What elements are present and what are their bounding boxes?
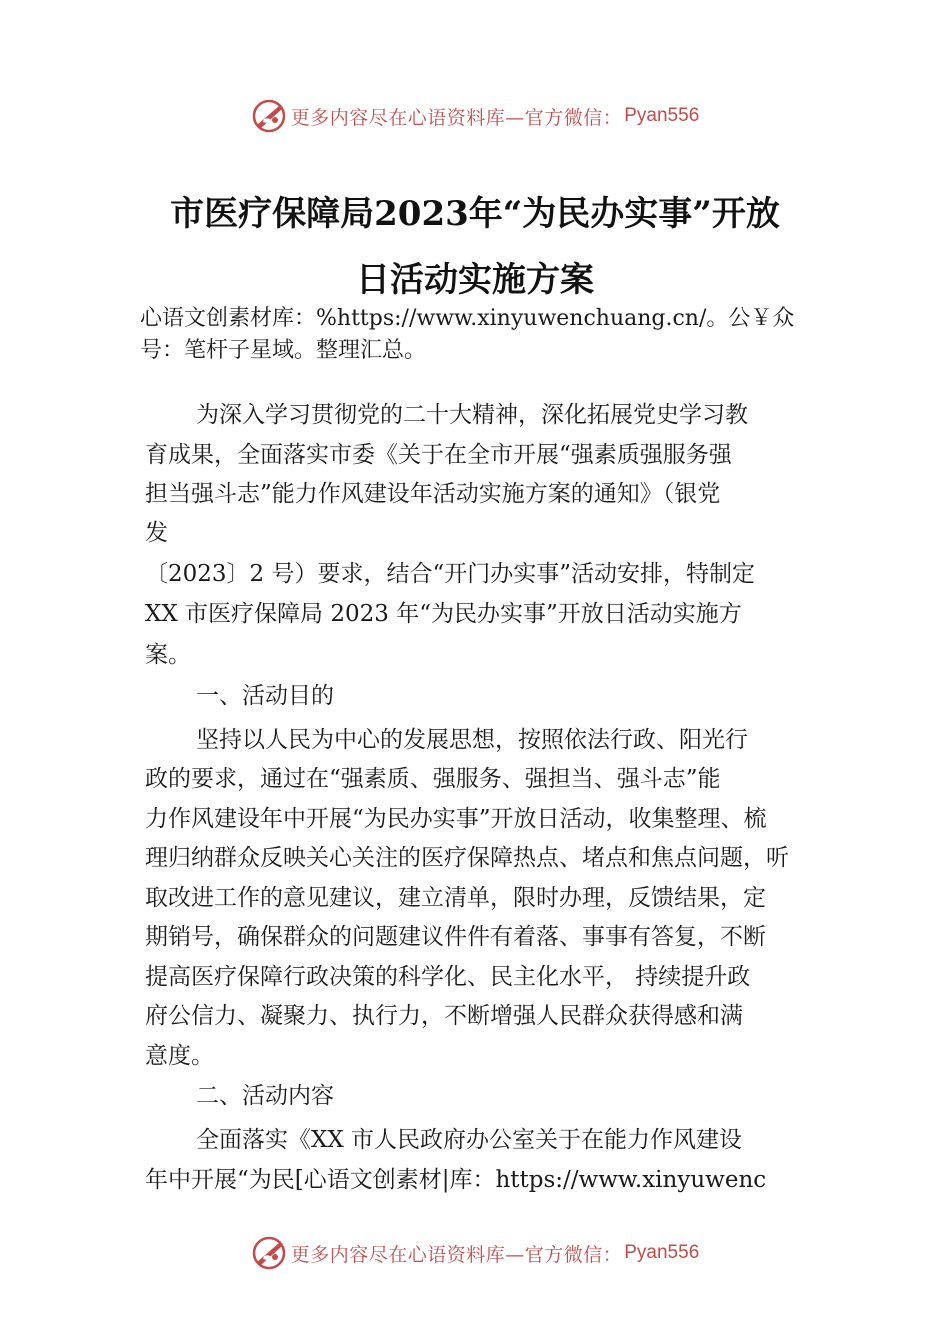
- body-line: 政的要求，通过在“强素质、强服务、强担当、强斗志”能: [145, 766, 721, 792]
- body-line: 案。: [145, 642, 191, 668]
- footer-banner: [0, 1233, 950, 1273]
- banner-text: 更多内容尽在心语资料库—官方微信：: [290, 106, 623, 129]
- body-line: 担当强斗志”能力作风建设年活动实施方案的通知》（银党: [145, 481, 721, 507]
- body-line: 年中开展“为民[心语文创素材|库：https://www.xinyuwenc: [145, 1167, 767, 1193]
- document-title-line-2: 日活动实施方案: [356, 260, 594, 300]
- body-line: 为深入学习贯彻党的二十大精神，深化拓展党史学习教: [196, 402, 748, 428]
- body-line: XX 市医疗保障局 2023 年“为民办实事”开放日活动实施方: [145, 601, 742, 627]
- section-heading: 一、活动目的: [196, 683, 334, 709]
- body-line: 发: [145, 520, 168, 546]
- source-line-1: 心语文创素材库：%https://www.xinyuwenchuang.cn/。公￥众: [140, 306, 795, 331]
- body-line: 提高医疗保障行政决策的科学化、民主化水平， 持续提升政: [145, 964, 751, 990]
- banner-text: 更多内容尽在心语资料库—官方微信：: [290, 1243, 623, 1266]
- section-heading: 二、活动内容: [196, 1083, 334, 1109]
- source-note: [140, 303, 860, 367]
- body-line: 〔2023〕2 号）要求，结合“开门办实事”活动安排，特制定: [145, 561, 755, 587]
- pen-seal-icon: [251, 1235, 287, 1271]
- body-line: 期销号，确保群众的问题建议件件有着落、事事有答复，不断: [145, 924, 766, 950]
- pen-seal-icon: [251, 98, 287, 134]
- body-line: 意度。: [145, 1043, 214, 1069]
- body-line: 府公信力、凝聚力、执行力，不断增强人民群众获得感和满: [145, 1003, 743, 1029]
- body-line: 力作风建设年中开展“为民办实事”开放日活动，收集整理、梳: [145, 806, 767, 832]
- body-line: 育成果，全面落实市委《关于在全市开展“强素质强服务强: [145, 442, 732, 468]
- body-line: 全面落实《XX 市人民政府办公室关于在能力作风建设: [196, 1127, 743, 1153]
- body-line: 理归纳群众反映关心关注的医疗保障热点、堵点和焦点问题，听: [145, 845, 789, 871]
- source-line-2: 号：笔杆子星域。整理汇总。: [140, 338, 427, 363]
- header-banner: [0, 96, 950, 136]
- document-title-line-1: 市医疗保障局2023年“为民办实事”开放: [170, 194, 780, 234]
- body-line: 坚持以人民为中心的发展思想，按照依法行政、阳光行: [196, 727, 748, 753]
- body-line: 取改进工作的意见建议，建立清单，限时办理，反馈结果，定: [145, 885, 766, 911]
- banner-wechat-id: Pyan556: [624, 105, 700, 126]
- banner-wechat-id: Pyan556: [624, 1242, 700, 1263]
